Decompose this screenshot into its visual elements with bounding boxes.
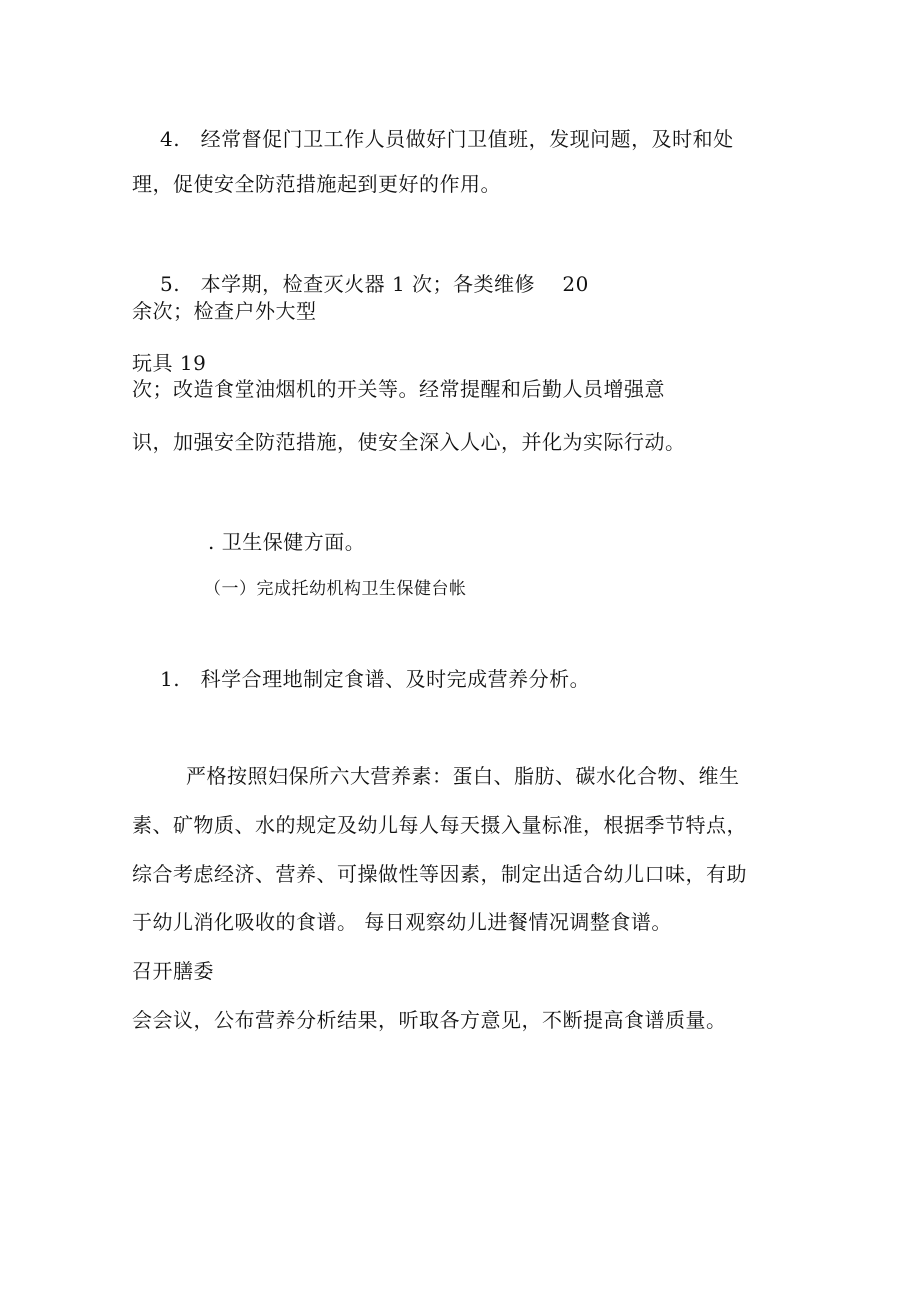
item-4-line-1: 4. 经常督促门卫工作人员做好门卫值班，发现问题，及时和处 xyxy=(160,127,734,151)
item-5-line-2: 余次；检查户外大型 xyxy=(132,299,317,323)
section-heading: . 卫生保健方面。 xyxy=(208,530,366,554)
paragraph-line-2: 素、矿物质、水的规定及幼儿每人每天摄入量标准，根据季节特点， xyxy=(132,813,747,837)
item-5-line-1: 5. 本学期，检查灭火器 1 次；各类维修 20 xyxy=(160,272,589,296)
item-4-line-2: 理，促使安全防范措施起到更好的作用。 xyxy=(132,172,501,196)
paragraph-line-5: 召开膳委 xyxy=(132,959,214,983)
item-1-line: 1. 科学合理地制定食谱、及时完成营养分析。 xyxy=(160,667,591,691)
item-5-line-5: 识，加强安全防范措施，使安全深入人心，并化为实际行动。 xyxy=(132,430,686,454)
item-5-line-3: 玩具 19 xyxy=(132,351,207,375)
paragraph-line-1: 严格按照妇保所六大营养素：蛋白、脂肪、碳水化合物、维生 xyxy=(186,764,740,788)
subsection-heading: （一）完成托幼机构卫生保健台帐 xyxy=(204,579,467,599)
paragraph-line-6: 会会议，公布营养分析结果，听取各方意见，不断提高食谱质量。 xyxy=(132,1008,727,1032)
item-5-line-4: 次；改造食堂油烟机的开关等。经常提醒和后勤人员增强意 xyxy=(132,377,665,401)
paragraph-line-3: 综合考虑经济、营养、可操做性等因素，制定出适合幼儿口味，有助 xyxy=(132,862,747,886)
paragraph-line-4: 于幼儿消化吸收的食谱。 每日观察幼儿进餐情况调整食谱。 xyxy=(132,910,672,934)
